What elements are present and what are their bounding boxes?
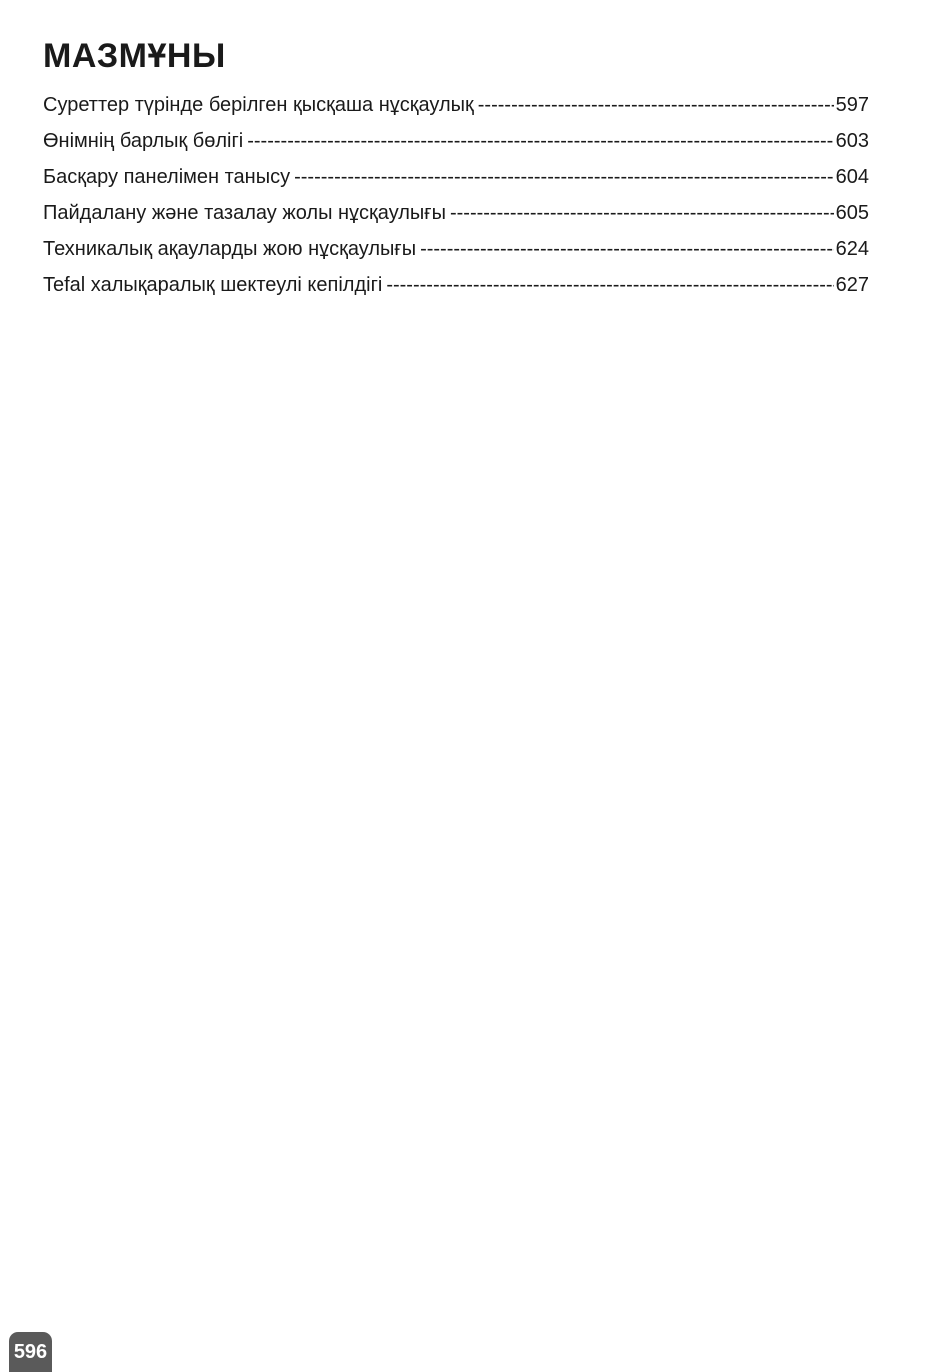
toc-entry-page: 624 [835,238,869,260]
toc-entry-page: 603 [835,130,869,152]
toc-entry[interactable] [43,198,869,234]
toc-leader [420,234,834,264]
toc-leader [294,162,834,192]
page-number-badge: 596 [9,1332,52,1372]
toc-entry[interactable] [43,90,869,126]
toc-entry-label: Басқару панелімен танысу [43,166,291,188]
toc-entry-label: Техникалық ақауларды жою нұсқаулығы [43,238,417,260]
toc-entry-page: 627 [835,274,869,296]
table-of-contents [43,90,869,306]
toc-leader [450,198,834,228]
toc-entry[interactable] [43,162,869,198]
page-title: МАЗМҰНЫ [43,37,226,75]
toc-leader [247,126,833,156]
toc-entry-page: 597 [835,94,869,116]
toc-entry-label: Пайдалану және тазалау жолы нұсқаулығы [43,202,446,224]
toc-leader [478,90,834,120]
toc-leader [386,270,833,300]
toc-entry-page: 604 [835,166,869,188]
toc-entry-page: 605 [835,202,869,224]
toc-entry[interactable] [43,234,869,270]
toc-entry-label: Tefal халықаралық шектеулі кепілдігі [43,274,383,296]
toc-entry[interactable] [43,270,869,306]
toc-entry-label: Суреттер түрінде берілген қысқаша нұсқаулық [43,94,474,116]
toc-entry[interactable] [43,126,869,162]
toc-entry-label: Өнімнің барлық бөлігі [43,130,244,152]
